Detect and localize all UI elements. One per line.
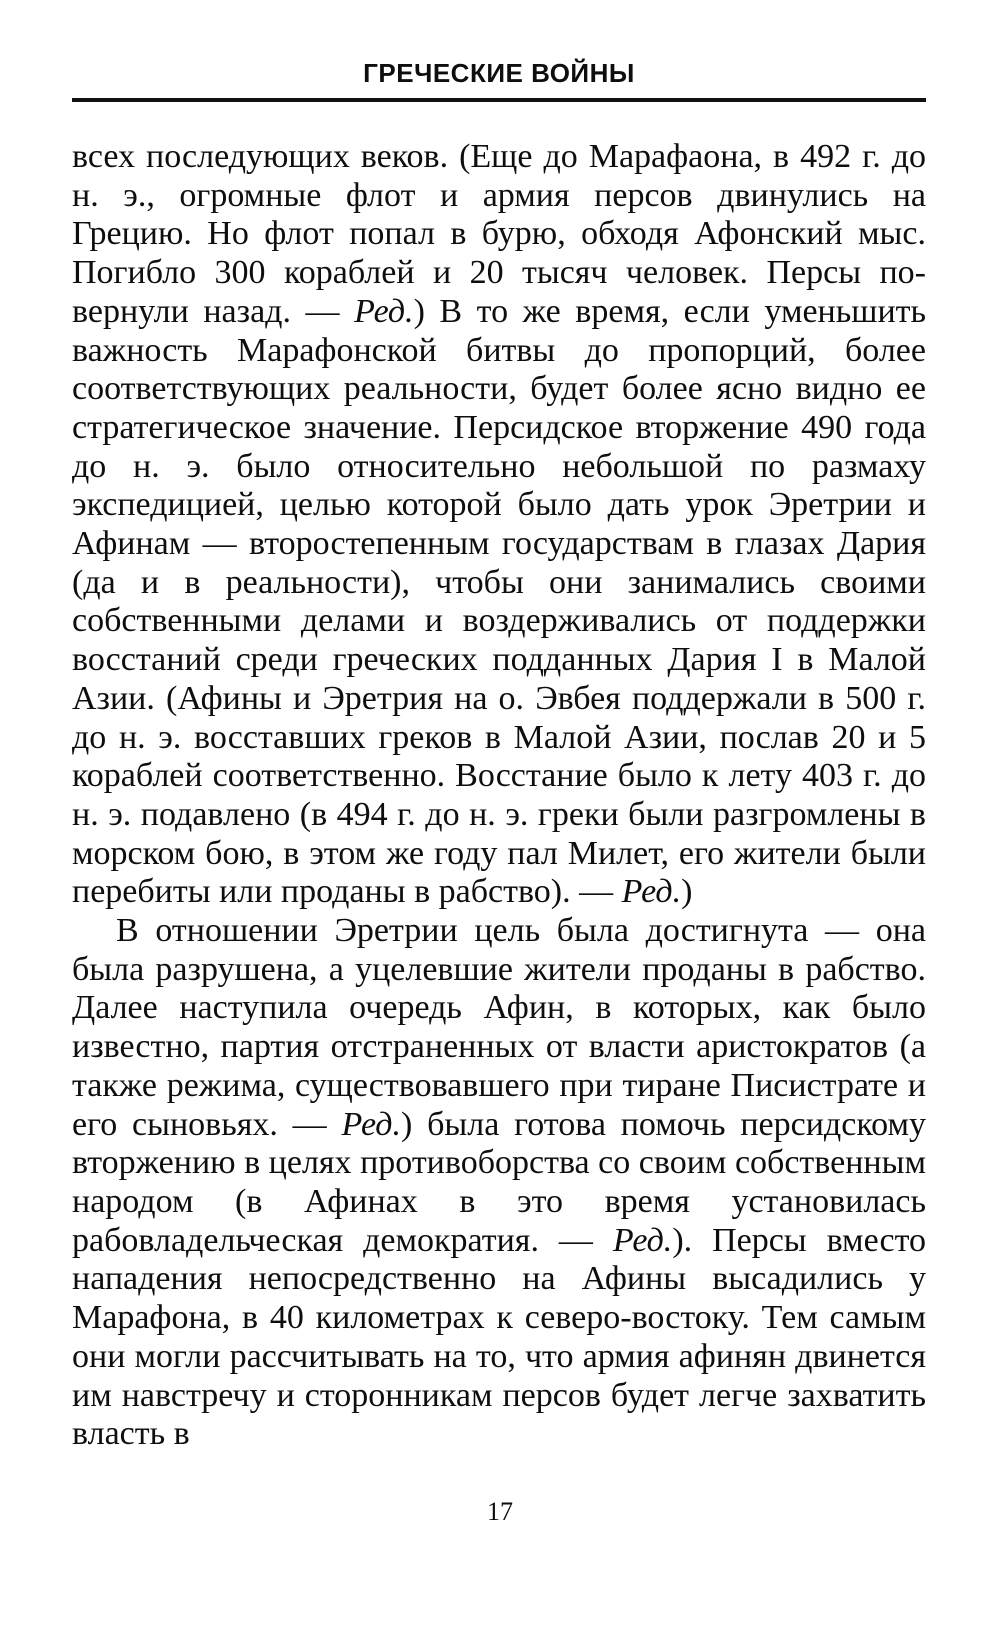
paragraph-1-text-b: ) В то же время, если уменьшить важность Марафонской битвы до пропорций, более соответствующих реальности, будет более ясно видно ее стратегическое значение. Персидское вторжение 490 года до н. э. было относительно небольшой по размаху экспедицией, целью которой было дать урок Эретрии и Афинам — второстепенным государствам в глазах Дария (да и в реальности), чтобы они занимались своими собственными делами и воздерживались от поддержки восстаний среди греческих подданных Дария I в Малой Азии. (Афины и Эретрия на о. Эвбея поддержали в 500 г. до н. э. восставших греков в Малой Азии, послав 20 и 5 кораблей соответственно. Восстание было к лету 403 г. до н. э. подавлено (в 494 г. до н. э. греки были разгромлены в морском бою, в этом же году пал Милет, его жители были перебиты или проданы в рабство). —	[72, 292, 926, 911]
editor-note-mark: Ред.	[621, 873, 682, 911]
paragraph-1-text-c: )	[681, 873, 693, 911]
body-text	[72, 138, 926, 1454]
editor-note-mark: Ред.	[341, 1105, 401, 1143]
paragraph-2-text-a: В отношении Эретрии цель была достигнута — она была разрушена, а уцелевшие жители проданы в рабство. Далее наступила очередь Афин, в которых, как было известно, партия отстраненных от власти аристократов (а также режима, существовавшего при тиране Писистрате и его сыновьях. —	[72, 912, 926, 1143]
paragraph-1-text-a: всех последующих веков. (Еще до Марафаона, в 492 г. до н. э., огромные флот и армия персов двинулись на Грецию. Но флот попал в бурю, обходя Афонский мыс. Погибло 300 кораблей и 20 тысяч человек. Персы повернули назад. —	[72, 138, 926, 330]
page-number: 17	[487, 1497, 513, 1526]
editor-note-mark: Ред.	[354, 292, 414, 330]
paragraph-2	[72, 912, 926, 1454]
paragraph-1	[72, 138, 926, 912]
paragraph-2-text-b: ) была готова помочь персидскому вторжению в целях противоборства со своим собственным народом (в Афинах в это время установилась рабовладельческая демократия. —	[72, 1105, 926, 1259]
running-head: ГРЕЧЕСКИЕ ВОЙНЫ	[363, 58, 635, 88]
editor-note-mark: Ред.	[612, 1221, 673, 1259]
paragraph-2-text-c: ). Персы вместо нападения непосредственно на Афины высадились у Марафона, в 40 километрах к северо-востоку. Тем самым они могли рассчитывать на то, что армия афинян двинется им навстречу и сторонникам персов будет легче захватить власть в	[72, 1221, 927, 1453]
header-rule	[72, 98, 926, 102]
